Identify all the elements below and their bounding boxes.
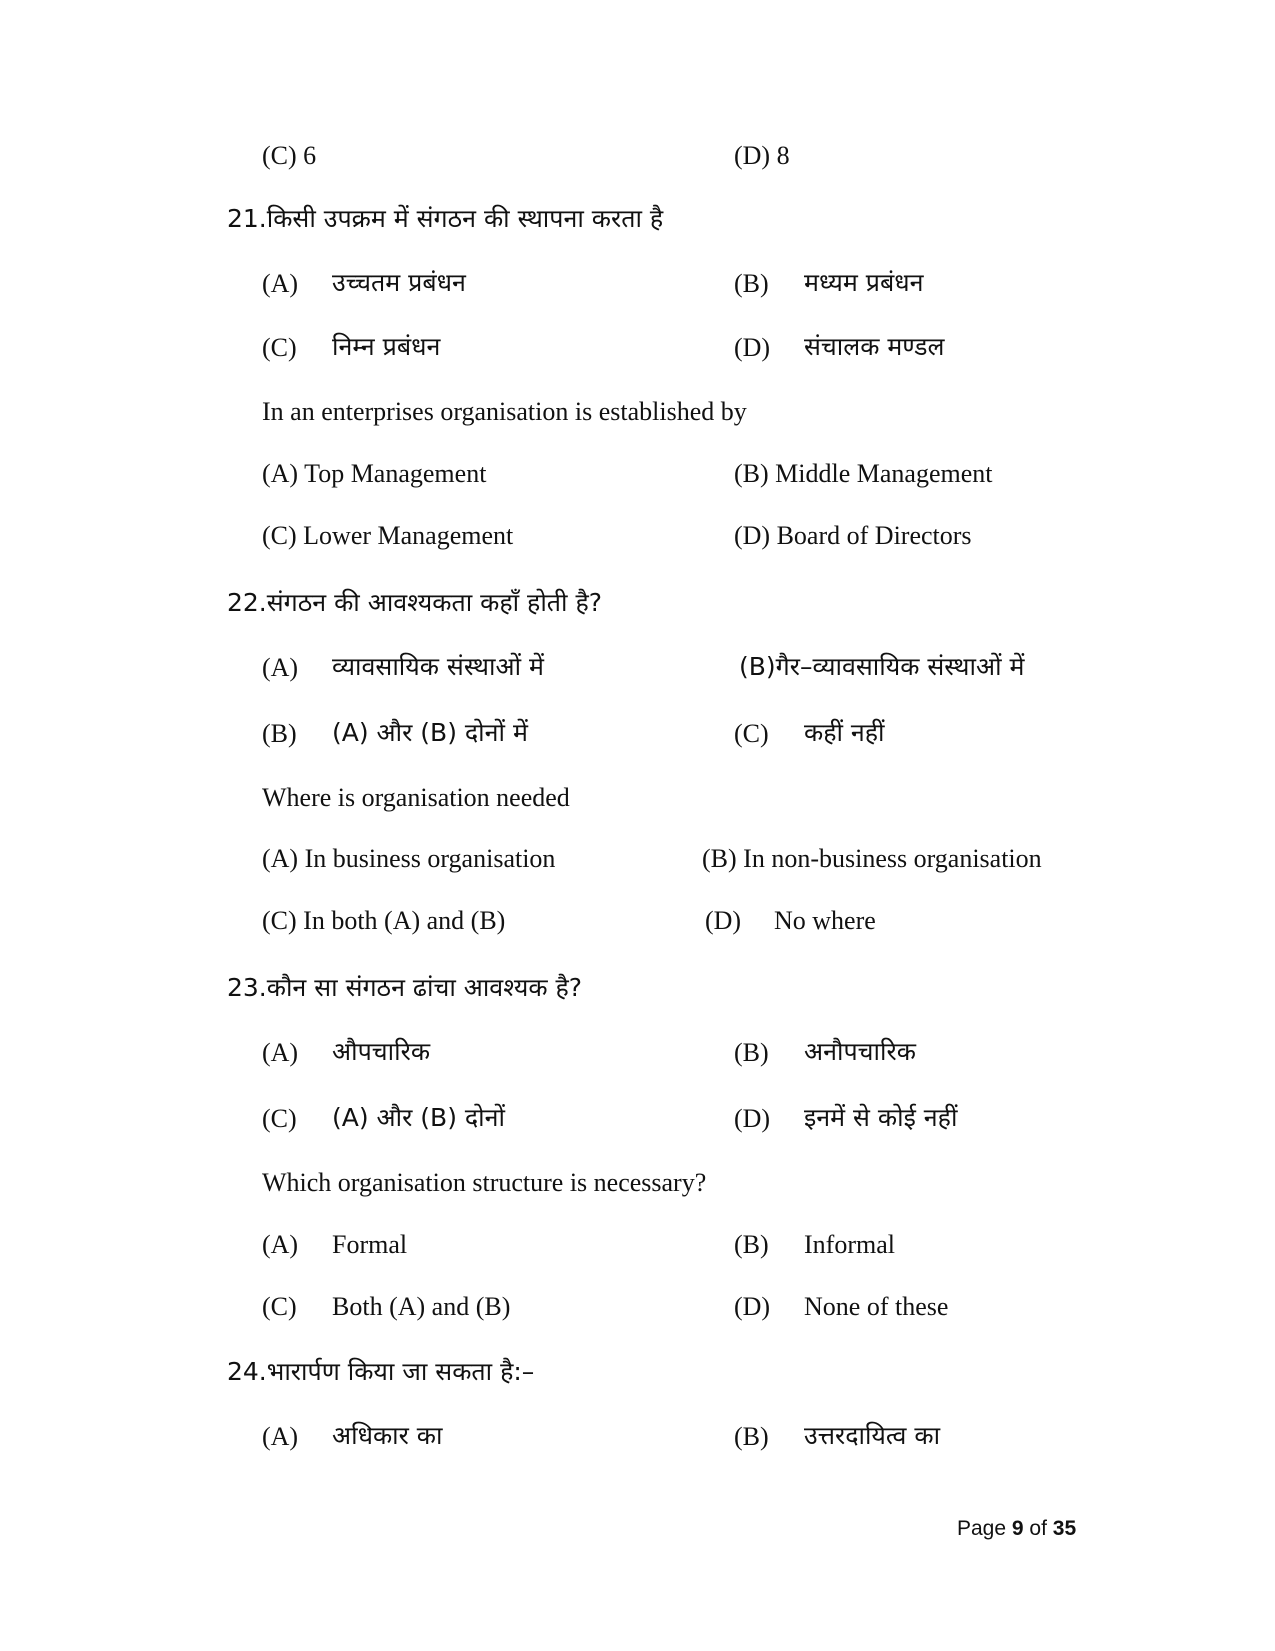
q22-hindi-c-label: (B) [262,719,297,748]
page-total: 35 [1052,1517,1077,1540]
q23-hindi-d-label: (D) [734,1104,771,1133]
q21-english-a: (A) Top Management [262,459,487,488]
q23-hindi-d: इनमें से कोई नहीं [804,1103,958,1132]
q21-hindi-d-label: (D) [734,333,771,362]
q21-hindi-b: मध्यम प्रबंधन [804,268,924,297]
q21-hindi-b-label: (B) [734,269,769,298]
q24-question-hindi: 24.भारार्पण किया जा सकता है:– [227,1357,535,1386]
q21-hindi-a-label: (A) [262,269,299,298]
q23-english-d: None of these [804,1292,949,1321]
q23-hindi-b: अनौपचारिक [804,1037,916,1066]
q24-hindi-b-label: (B) [734,1422,769,1451]
q22-english-b: (B) In non-business organisation [702,844,1042,873]
page-number-footer [957,1517,1076,1541]
q22-english-d-label: (D) [705,906,742,935]
q22-hindi-d-label: (C) [734,719,769,748]
q24-hindi-b: उत्तरदायित्व का [804,1421,941,1450]
q22-hindi-a-label: (A) [262,653,299,682]
q23-hindi-a: औपचारिक [332,1037,431,1066]
q22-hindi-a: व्यावसायिक संस्थाओं में [332,652,544,681]
q22-english-c: (C) In both (A) and (B) [262,906,506,935]
q23-hindi-a-label: (A) [262,1038,299,1067]
q23-hindi-c-label: (C) [262,1104,297,1133]
q22-hindi-d: कहीं नहीं [804,718,885,747]
q22-english-d: No where [774,906,876,935]
q23-english-a-label: (A) [262,1230,299,1259]
q21-hindi-a: उच्चतम प्रबंधन [332,268,466,297]
q23-english-c-label: (C) [262,1292,297,1321]
q21-question-hindi: 21.किसी उपक्रम में संगठन की स्थापना करता है [227,204,664,233]
q22-hindi-c: (A) और (B) दोनों में [332,718,528,747]
q23-english-b: Informal [804,1230,895,1259]
q23-hindi-c: (A) और (B) दोनों [332,1103,506,1132]
q20-option-c: (C) 6 [262,141,317,170]
page-word: Page [957,1517,1007,1540]
q23-english-a: Formal [332,1230,408,1259]
q24-hindi-a: अधिकार का [332,1421,443,1450]
page-current: 9 [1011,1517,1024,1540]
q20-option-d: (D) 8 [734,141,790,170]
q21-english-b: (B) Middle Management [734,459,993,488]
q23-english-c: Both (A) and (B) [332,1292,511,1321]
q23-hindi-b-label: (B) [734,1038,769,1067]
q22-hindi-b: (B)गैर–व्यावसायिक संस्थाओं में [739,652,1025,681]
q21-hindi-d: संचालक मण्डल [804,332,945,361]
q21-question-english: In an enterprises organisation is established by [262,397,747,426]
q21-english-d: (D) Board of Directors [734,521,972,550]
q24-hindi-a-label: (A) [262,1422,299,1451]
q22-english-a: (A) In business organisation [262,844,556,873]
q21-hindi-c-label: (C) [262,333,297,362]
q23-english-b-label: (B) [734,1230,769,1259]
q22-question-english: Where is organisation needed [262,783,570,812]
q23-question-english: Which organisation structure is necessary? [262,1168,707,1197]
q22-question-hindi: 22.संगठन की आवश्यकता कहाँ होती है? [227,588,603,617]
q21-hindi-c: निम्न प्रबंधन [332,332,441,361]
q23-question-hindi: 23.कौन सा संगठन ढांचा आवश्यक है? [227,973,583,1002]
q21-english-c: (C) Lower Management [262,521,514,550]
of-word: of [1029,1517,1047,1540]
q23-english-d-label: (D) [734,1292,771,1321]
